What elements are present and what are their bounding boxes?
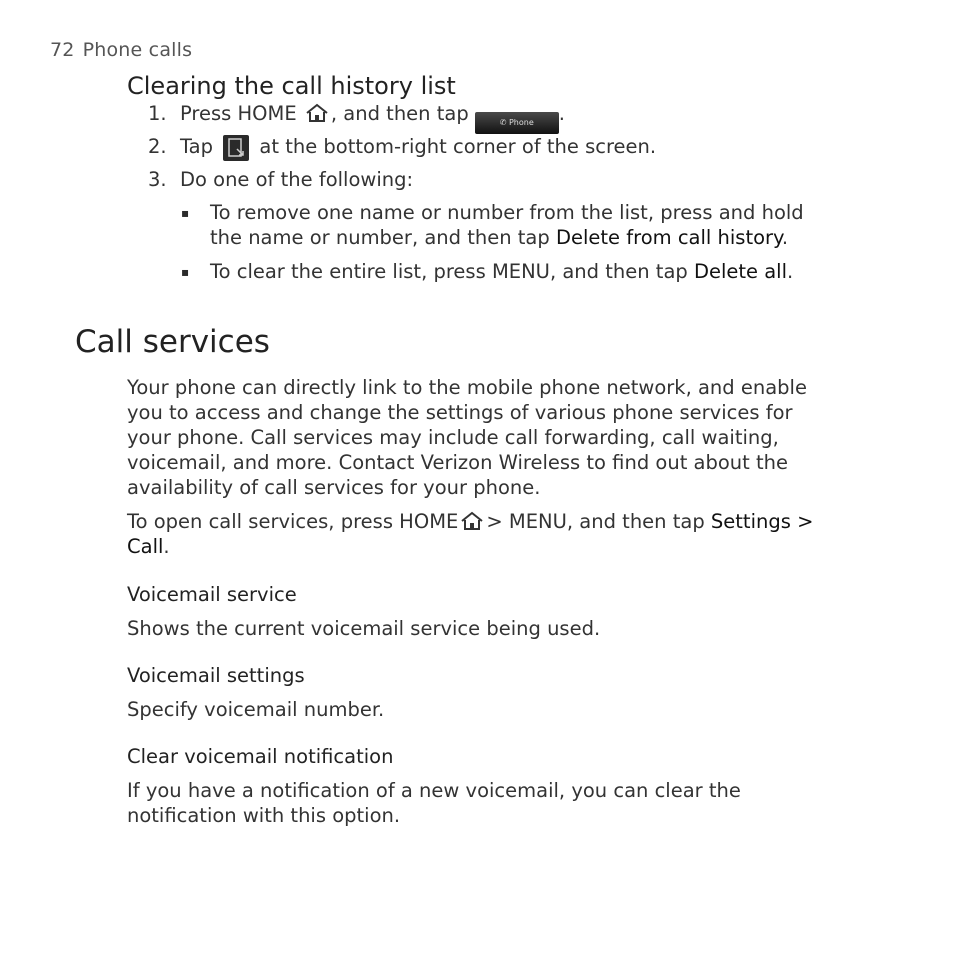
bullet-2: To clear the entire list, press MENU, and then tap Delete all. — [210, 260, 794, 283]
phone-button-icon: ✆ Phone — [475, 112, 559, 134]
call-services-title: Call services — [75, 324, 270, 360]
step-number: 2. — [148, 135, 167, 158]
voicemail-service-title: Voicemail service — [127, 583, 297, 606]
step-2: Tap at the bottom-right corner of the screen. — [180, 134, 656, 161]
call-history-icon — [223, 135, 249, 161]
ui-settings: Settings > — [710, 510, 814, 533]
step-3: Do one of the following: — [180, 168, 414, 191]
clearing-title: Clearing the call history list — [127, 72, 456, 100]
step-1: Press HOME , and then tap ✆ Phone . — [180, 101, 565, 134]
voicemail-settings-desc: Specify voicemail number. — [127, 698, 385, 721]
bullet-marker: ▪ — [181, 206, 190, 220]
open-call-services-paragraph: To open call services, press HOME > MENU, and then tap Settings > Call. — [127, 510, 814, 558]
step-number: 3. — [148, 168, 167, 191]
voicemail-service-desc: Shows the current voicemail service being used. — [127, 617, 601, 640]
ui-delete-all: Delete all — [693, 260, 788, 283]
intro-paragraph: Your phone can directly link to the mobile phone network, and enable you to access and change the settings of various phone services for your phone. Call services may include call forwarding, call waiting, voicemail, and more. Contact Verizon Wireless to find out about the availability of call services for your phone. — [127, 376, 807, 499]
bullet-marker: ▪ — [181, 265, 190, 279]
clear-voicemail-desc: If you have a notification of a new voicemail, you can clear the notification with this option. — [127, 779, 741, 827]
section-name: Phone calls — [82, 39, 193, 61]
ui-delete-from-call-history: Delete from call history — [555, 226, 782, 249]
bullet-1: To remove one name or number from the list, press and hold the name or number, and then tap Delete from call history. — [210, 201, 804, 249]
home-icon — [460, 511, 484, 531]
home-icon — [305, 103, 329, 123]
voicemail-settings-title: Voicemail settings — [127, 664, 305, 687]
ui-call: Call — [127, 535, 164, 558]
page-number: 72 — [50, 39, 75, 61]
page-header — [50, 39, 192, 61]
step-number: 1. — [148, 102, 167, 125]
clear-voicemail-title: Clear voicemail notification — [127, 745, 394, 768]
